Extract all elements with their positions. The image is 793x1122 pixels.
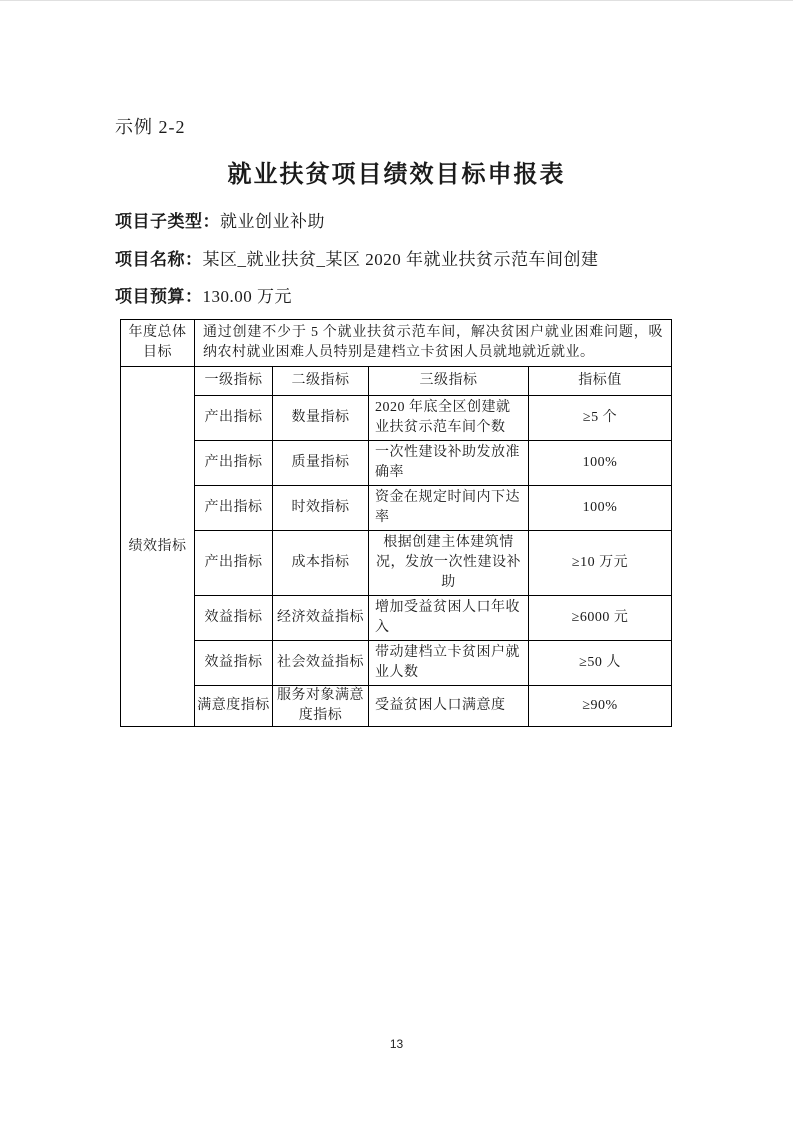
cell-level1: 产出指标 <box>195 486 273 531</box>
cell-level2: 经济效益指标 <box>273 596 369 641</box>
header-value: 指标值 <box>529 367 672 396</box>
table-row <box>121 641 672 686</box>
table-row <box>121 686 672 727</box>
page-title: 就业扶贫项目绩效目标申报表 <box>227 162 566 188</box>
field-value: 130.00 万元 <box>202 287 292 306</box>
field-value: 某区_就业扶贫_某区 2020 年就业扶贫示范车间创建 <box>202 250 599 269</box>
annual-goal-label-cell: 年度总体目标 <box>121 320 195 367</box>
field-label: 项目子类型： <box>115 212 220 231</box>
table-header-row <box>121 367 672 396</box>
table-row <box>121 396 672 441</box>
cell-level1: 产出指标 <box>195 441 273 486</box>
cell-value: 100% <box>529 486 672 531</box>
cell-level2: 社会效益指标 <box>273 641 369 686</box>
cell-level3: 2020 年底全区创建就业扶贫示范车间个数 <box>369 396 529 441</box>
field-label: 项目预算： <box>115 287 203 306</box>
table-row <box>121 441 672 486</box>
cell-value: ≥50 人 <box>529 641 672 686</box>
cell-level3: 资金在规定时间内下达率 <box>369 486 529 531</box>
cell-level2: 质量指标 <box>273 441 369 486</box>
header-level3: 三级指标 <box>369 367 529 396</box>
cell-level2: 服务对象满意度指标 <box>273 686 369 727</box>
cell-value: ≥10 万元 <box>529 531 672 596</box>
cell-level3: 受益贫困人口满意度 <box>369 686 529 727</box>
cell-level2: 时效指标 <box>273 486 369 531</box>
cell-level1: 效益指标 <box>195 596 273 641</box>
cell-level2: 成本指标 <box>273 531 369 596</box>
cell-level1: 满意度指标 <box>195 686 273 727</box>
field-project-name <box>115 245 715 270</box>
field-project-budget <box>115 282 715 307</box>
cell-value: ≥90% <box>529 686 672 727</box>
field-project-subtype <box>115 207 715 232</box>
header-level1: 一级指标 <box>195 367 273 396</box>
annual-goal-row <box>121 320 672 367</box>
cell-level3: 带动建档立卡贫困户就业人数 <box>369 641 529 686</box>
field-label: 项目名称： <box>115 250 203 269</box>
annual-goal-text-cell: 通过创建不少于 5 个就业扶贫示范车间，解决贫困户就业困难问题，吸纳农村就业困难人员特别是建档立卡贫困人员就地就近就业。 <box>195 320 672 367</box>
cell-level2: 数量指标 <box>273 396 369 441</box>
cell-level3: 增加受益贫困人口年收入 <box>369 596 529 641</box>
table-row <box>121 596 672 641</box>
header-level2: 二级指标 <box>273 367 369 396</box>
cell-value: ≥5 个 <box>529 396 672 441</box>
table-row <box>121 486 672 531</box>
cell-value: 100% <box>529 441 672 486</box>
cell-value: ≥6000 元 <box>529 596 672 641</box>
performance-target-table <box>120 319 672 727</box>
page-number: 13 <box>389 1037 404 1051</box>
example-label: 示例 2-2 <box>115 117 186 137</box>
cell-level1: 效益指标 <box>195 641 273 686</box>
cell-level3: 一次性建设补助发放准确率 <box>369 441 529 486</box>
performance-label-cell: 绩效指标 <box>121 367 195 727</box>
cell-level1: 产出指标 <box>195 531 273 596</box>
table-row <box>121 531 672 596</box>
cell-level3: 根据创建主体建筑情况，发放一次性建设补助 <box>369 531 529 596</box>
field-value: 就业创业补助 <box>220 212 325 231</box>
cell-level1: 产出指标 <box>195 396 273 441</box>
